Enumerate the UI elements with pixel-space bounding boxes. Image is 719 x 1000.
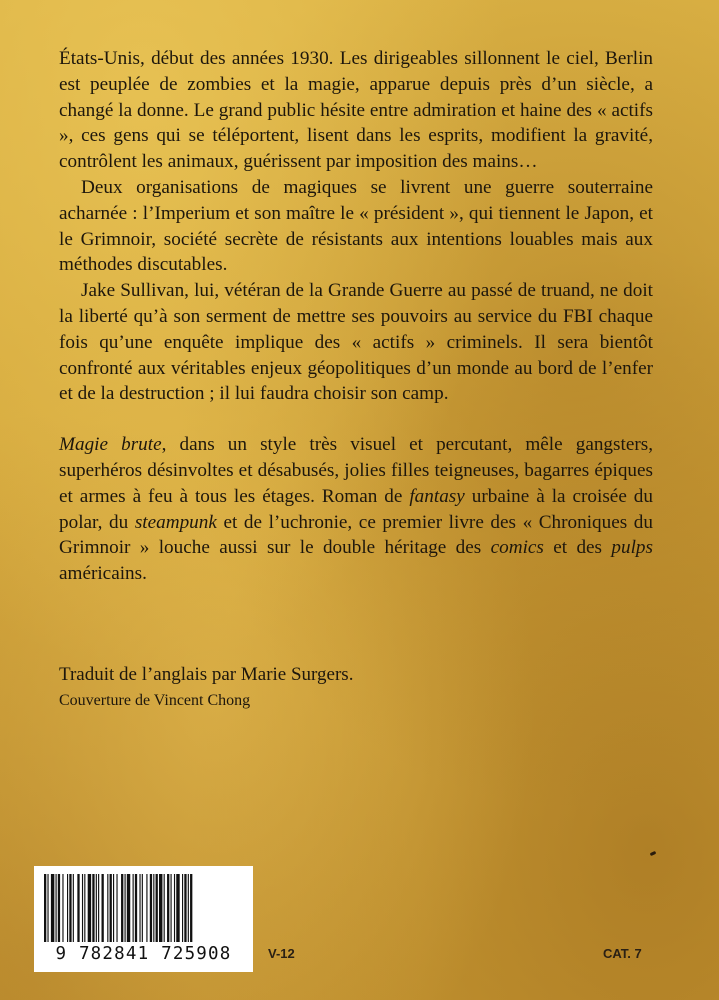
barcode-stripe (150, 874, 152, 942)
isbn-number: 9 782841 725908 (55, 944, 232, 964)
barcode-stripe (156, 874, 158, 942)
barcode-stripe (125, 874, 126, 942)
barcode-stripe (58, 874, 60, 942)
barcode-bars (44, 874, 243, 942)
barcode-stripe (133, 874, 134, 942)
barcode-stripe (159, 874, 162, 942)
barcode-stripe (44, 874, 46, 942)
barcode-stripe (62, 874, 63, 942)
barcode-stripe (176, 874, 179, 942)
barcode-stripe (47, 874, 48, 942)
text-run: américains. (59, 563, 147, 585)
barcode-stripe (98, 874, 99, 942)
category-code: CAT. 7 (603, 946, 642, 961)
barcode-stripe (67, 874, 68, 942)
barcode-stripe (182, 874, 183, 942)
barcode-stripe (142, 874, 143, 942)
barcode-stripe (153, 874, 154, 942)
barcode-stripe (127, 874, 130, 942)
print-speck (650, 851, 657, 856)
text-run: , dans un style très visuel et percutant, mêle gangsters, superhéros désinvoltes et désabusés, jolies filles teigneuses, bagarres épiques et armes à feu à tous les étages. Roman de (59, 434, 653, 507)
barcode-stripe (102, 874, 104, 942)
barcode-stripe (146, 874, 147, 942)
blurb-paragraph-3: Jake Sullivan, lui, vétéran de la Grande Guerre au passé de truand, ne doit la liberté qu’à son serment de mettre ses pouvoirs au service du FBI chaque fois qu’une enquête implique des « actifs » criminels. Il sera bientôt confronté aux véritables enjeux géopolitiques d’un monde au bord de l’enfer et de la destruction ; il lui faudra choisir son camp. (59, 280, 653, 405)
isbn-barcode (34, 866, 253, 972)
barcode-stripe (96, 874, 97, 942)
barcode-stripe (135, 874, 137, 942)
blurb-paragraph-2: Deux organisations de magiques se livrent une guerre souterraine acharnée : l’Imperium et son maître le « président », qui tiennent le Japon, et le Grimnoir, société secrète de résistants aux intentions louables mais aux méthodes discutables. (59, 176, 653, 276)
barcode-stripe (188, 874, 189, 942)
volume-code: V-12 (268, 946, 295, 961)
italic-term: comics (490, 537, 544, 559)
barcode-stripe (77, 874, 79, 942)
barcode-stripe (56, 874, 57, 942)
credits (59, 663, 353, 712)
barcode-stripe (139, 874, 140, 942)
barcode-stripe (171, 874, 172, 942)
back-cover-blurb (59, 46, 653, 587)
italic-term: pulps (611, 537, 653, 559)
barcode-stripe (73, 874, 74, 942)
book-title: Magie brute (59, 434, 162, 456)
cover-credit: Couverture de Vincent Chong (59, 692, 251, 709)
barcode-stripe (92, 874, 94, 942)
barcode-stripe (107, 874, 108, 942)
barcode-stripe (190, 874, 192, 942)
text-run: urbaine à la croisée du polar, du (59, 485, 653, 533)
barcode-stripe (69, 874, 71, 942)
blurb-paragraph-1: États-Unis, début des années 1930. Les dirigeables sillonnent le ciel, Berlin est peuplée de zombies et la magie, apparue depuis près d’un siècle, a changé la donne. Le grand public hésite entre admiration et haine des « actifs », ces gens qui se téléportent, lisent dans les esprits, modifient la gravité, contrôlent les animaux, guérissent par imposition des mains… (59, 48, 653, 173)
barcode-stripe (184, 874, 186, 942)
text-run: et des (543, 537, 612, 559)
barcode-stripe (116, 874, 117, 942)
blurb-paragraph-4 (59, 432, 653, 587)
barcode-stripe (167, 874, 169, 942)
barcode-stripe (82, 874, 83, 942)
italic-term: fantasy (409, 485, 465, 507)
barcode-stripe (174, 874, 175, 942)
barcode-stripe (113, 874, 114, 942)
translator-credit: Traduit de l’anglais par Marie Surgers. (59, 664, 354, 685)
barcode-stripe (88, 874, 91, 942)
barcode-stripe (84, 874, 85, 942)
barcode-stripe (51, 874, 54, 942)
barcode-stripe (164, 874, 165, 942)
barcode-stripe (110, 874, 112, 942)
text-run: et de l’uchronie, ce premier livre des « Chroniques du Grimnoir » louche aussi sur le double héritage des (59, 511, 653, 559)
italic-term: steampunk (134, 511, 217, 533)
barcode-stripe (121, 874, 123, 942)
